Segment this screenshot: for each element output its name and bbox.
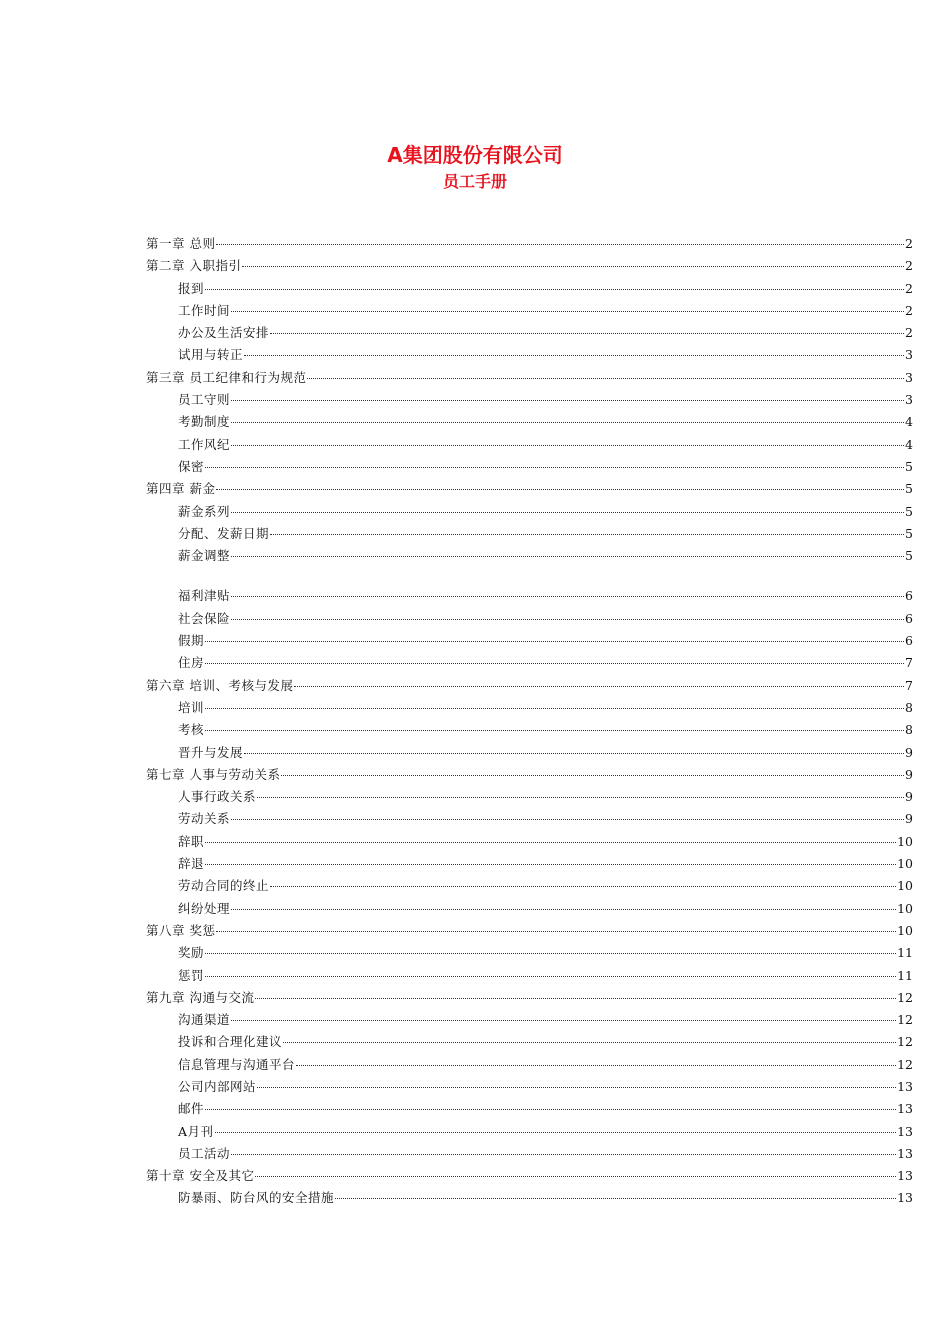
toc-page-number: 9 bbox=[905, 766, 913, 782]
toc-page-number: 12 bbox=[897, 989, 913, 1005]
toc-chapter-row[interactable] bbox=[146, 987, 913, 1009]
toc-page-number: 11 bbox=[897, 967, 913, 983]
toc-page-number: 8 bbox=[905, 699, 913, 715]
toc-chapter-row[interactable] bbox=[146, 764, 913, 786]
toc-page-number: 13 bbox=[897, 1145, 913, 1161]
toc-section-row[interactable] bbox=[146, 389, 913, 411]
toc-dot-leader bbox=[205, 466, 904, 468]
toc-dot-leader bbox=[242, 265, 904, 267]
toc-entry-title: 纠纷处理 bbox=[178, 900, 231, 916]
toc-page-number: 9 bbox=[905, 811, 913, 827]
toc-dot-leader bbox=[231, 421, 904, 423]
toc-dot-leader bbox=[205, 662, 904, 664]
toc-entry-title: 劳动合同的终止 bbox=[178, 878, 270, 894]
toc-page-number: 5 bbox=[905, 503, 913, 519]
toc-entry-title: 第十章 安全及其它 bbox=[146, 1168, 255, 1184]
toc-dot-leader bbox=[205, 1108, 896, 1110]
toc-dot-leader bbox=[231, 444, 904, 446]
toc-page-number: 10 bbox=[897, 922, 913, 938]
toc-entry-title: 考勤制度 bbox=[178, 414, 231, 430]
toc-dot-leader bbox=[205, 952, 896, 954]
toc-dot-leader bbox=[231, 595, 904, 597]
toc-dot-leader bbox=[205, 707, 904, 709]
toc-entry-title: 第一章 总则 bbox=[146, 236, 216, 251]
toc-page-number: 12 bbox=[897, 1034, 913, 1050]
toc-entry-title: 第七章 人事与劳动关系 bbox=[146, 766, 281, 782]
toc-dot-leader bbox=[231, 1019, 896, 1021]
toc-dot-leader bbox=[231, 555, 904, 557]
toc-page-number: 3 bbox=[905, 347, 913, 363]
toc-page-number: 10 bbox=[897, 856, 913, 872]
toc-section-row[interactable] bbox=[146, 585, 913, 607]
toc-section-row[interactable] bbox=[146, 808, 913, 830]
toc-dot-leader bbox=[270, 332, 904, 334]
toc-section-row[interactable] bbox=[146, 1031, 913, 1053]
toc-entry-title: 保密 bbox=[178, 458, 205, 474]
toc-section-row[interactable] bbox=[146, 942, 913, 964]
toc-entry-title: 第三章 员工纪律和行为规范 bbox=[146, 369, 307, 385]
toc-page-number: 13 bbox=[897, 1078, 913, 1094]
toc-entry-title: 沟通渠道 bbox=[178, 1012, 231, 1028]
toc-section-row[interactable] bbox=[146, 742, 913, 764]
document-header bbox=[0, 140, 950, 194]
toc-chapter-row[interactable] bbox=[146, 478, 913, 500]
toc-section-row[interactable] bbox=[146, 1098, 913, 1120]
toc-dot-leader bbox=[216, 488, 904, 490]
toc-section-row[interactable] bbox=[146, 1009, 913, 1031]
toc-section-row[interactable] bbox=[146, 322, 913, 344]
toc-dot-leader bbox=[205, 729, 904, 731]
toc-dot-leader bbox=[270, 533, 904, 535]
toc-dot-leader bbox=[231, 399, 904, 401]
toc-page-number: 5 bbox=[905, 548, 913, 564]
toc-entry-title: 第四章 薪金 bbox=[146, 481, 216, 497]
toc-dot-leader bbox=[255, 997, 896, 999]
toc-page-number: 9 bbox=[905, 789, 913, 805]
toc-section-row[interactable] bbox=[146, 344, 913, 366]
toc-section-row[interactable] bbox=[146, 630, 913, 652]
toc-page-number: 13 bbox=[897, 1123, 913, 1139]
toc-dot-leader bbox=[205, 975, 896, 977]
toc-section-row[interactable] bbox=[146, 1076, 913, 1098]
toc-section-row[interactable] bbox=[146, 523, 913, 545]
toc-page-number: 13 bbox=[897, 1101, 913, 1117]
toc-page-number: 11 bbox=[897, 945, 913, 961]
toc-section-row[interactable] bbox=[146, 831, 913, 853]
toc-section-row[interactable] bbox=[146, 411, 913, 433]
toc-entry-title: 辞退 bbox=[178, 856, 205, 872]
toc-page-number: 12 bbox=[897, 1056, 913, 1072]
toc-dot-leader bbox=[215, 1131, 897, 1133]
toc-dot-leader bbox=[255, 1175, 896, 1177]
toc-entry-title: 薪金系列 bbox=[178, 503, 231, 519]
toc-entry-title: 邮件 bbox=[178, 1101, 205, 1117]
toc-page-number: 2 bbox=[905, 325, 913, 341]
toc-chapter-row[interactable] bbox=[146, 367, 913, 389]
toc-entry-title: 奖励 bbox=[178, 945, 205, 961]
document-title: A集团股份有限公司 bbox=[387, 143, 563, 167]
toc-page-number: 2 bbox=[905, 236, 913, 251]
toc-page-number: 12 bbox=[897, 1012, 913, 1028]
toc-entry-title: 培训 bbox=[178, 699, 205, 715]
toc-section-row[interactable] bbox=[146, 697, 913, 719]
toc-entry-title: 公司内部网站 bbox=[178, 1078, 257, 1094]
toc-page-number: 13 bbox=[897, 1190, 913, 1206]
toc-entry-title: 办公及生活安排 bbox=[178, 325, 270, 341]
toc-page-number: 13 bbox=[897, 1168, 913, 1184]
toc-section-row[interactable] bbox=[146, 965, 913, 987]
toc-chapter-row[interactable] bbox=[146, 255, 913, 277]
toc-dot-leader bbox=[216, 930, 896, 932]
toc-page-number: 6 bbox=[905, 588, 913, 604]
toc-page-number: 10 bbox=[897, 833, 913, 849]
toc-entry-title: 人事行政关系 bbox=[178, 789, 257, 805]
toc-dot-leader bbox=[294, 685, 904, 687]
toc-entry-title: 假期 bbox=[178, 633, 205, 649]
toc-chapter-row[interactable] bbox=[146, 1165, 913, 1187]
toc-entry-title: 工作风纪 bbox=[178, 436, 231, 452]
toc-page-number: 3 bbox=[905, 369, 913, 385]
table-of-contents bbox=[146, 233, 913, 1210]
toc-entry-title: 第六章 培训、考核与发展 bbox=[146, 677, 294, 693]
toc-entry-title: 薪金调整 bbox=[178, 548, 231, 564]
toc-section-row[interactable] bbox=[146, 501, 913, 523]
toc-dot-leader bbox=[205, 841, 896, 843]
toc-dot-leader bbox=[244, 354, 904, 356]
toc-entry-title: 第九章 沟通与交流 bbox=[146, 989, 255, 1005]
toc-page-number: 4 bbox=[905, 414, 913, 430]
toc-dot-leader bbox=[205, 640, 904, 642]
toc-entry-title: 试用与转正 bbox=[178, 347, 244, 363]
toc-dot-leader bbox=[231, 618, 904, 620]
toc-dot-leader bbox=[216, 243, 904, 245]
toc-page-number: 7 bbox=[905, 677, 913, 693]
toc-entry-title: 惩罚 bbox=[178, 967, 205, 983]
toc-entry-title: 报到 bbox=[178, 280, 205, 296]
toc-section-row[interactable] bbox=[146, 898, 913, 920]
toc-page-number: 5 bbox=[905, 481, 913, 497]
toc-page-number: 10 bbox=[897, 900, 913, 916]
toc-page-number: 10 bbox=[897, 878, 913, 894]
toc-chapter-row[interactable] bbox=[146, 920, 913, 942]
toc-entry-title: 防暴雨、防台风的安全措施 bbox=[178, 1190, 335, 1206]
toc-section-row[interactable] bbox=[146, 1187, 913, 1209]
toc-dot-leader bbox=[281, 774, 904, 776]
toc-dot-leader bbox=[283, 1041, 896, 1043]
toc-entry-title: 社会保险 bbox=[178, 610, 231, 626]
toc-section-row[interactable] bbox=[146, 456, 913, 478]
toc-entry-title: 第八章 奖惩 bbox=[146, 922, 216, 938]
toc-page-number: 2 bbox=[905, 302, 913, 318]
toc-section-row[interactable] bbox=[146, 608, 913, 630]
toc-page-number: 8 bbox=[905, 722, 913, 738]
toc-section-row[interactable] bbox=[146, 652, 913, 674]
toc-page-number: 3 bbox=[905, 392, 913, 408]
toc-dot-leader bbox=[205, 863, 896, 865]
toc-page-number: 7 bbox=[905, 655, 913, 671]
toc-entry-title: 考核 bbox=[178, 722, 205, 738]
toc-section-row[interactable] bbox=[146, 719, 913, 741]
toc-page-number: 2 bbox=[905, 280, 913, 296]
toc-page-number: 6 bbox=[905, 633, 913, 649]
toc-dot-leader bbox=[231, 1153, 896, 1155]
toc-page-number: 2 bbox=[905, 258, 913, 274]
toc-section-row[interactable] bbox=[146, 545, 913, 567]
toc-chapter-row[interactable] bbox=[146, 675, 913, 697]
toc-dot-leader bbox=[231, 818, 904, 820]
toc-dot-leader bbox=[270, 885, 896, 887]
toc-chapter-row[interactable] bbox=[146, 233, 913, 255]
toc-page-number: 4 bbox=[905, 436, 913, 452]
toc-entry-title: 工作时间 bbox=[178, 302, 231, 318]
toc-section-row[interactable] bbox=[146, 1121, 913, 1143]
toc-dot-leader bbox=[257, 1086, 896, 1088]
toc-dot-leader bbox=[231, 310, 904, 312]
toc-section-row[interactable] bbox=[146, 278, 913, 300]
toc-section-row[interactable] bbox=[146, 1143, 913, 1165]
toc-entry-title: 员工活动 bbox=[178, 1145, 231, 1161]
document-subtitle: 员工手册 bbox=[442, 172, 507, 191]
toc-page-number: 5 bbox=[905, 458, 913, 474]
toc-entry-title: 劳动关系 bbox=[178, 811, 231, 827]
toc-page-number: 5 bbox=[905, 525, 913, 541]
toc-dot-leader bbox=[296, 1064, 896, 1066]
toc-entry-title: 辞职 bbox=[178, 833, 205, 849]
toc-entry-title: 员工守则 bbox=[178, 392, 231, 408]
toc-page-number: 6 bbox=[905, 610, 913, 626]
toc-section-row[interactable] bbox=[146, 1054, 913, 1076]
toc-dot-leader bbox=[231, 511, 904, 513]
toc-section-row[interactable] bbox=[146, 786, 913, 808]
toc-section-row[interactable] bbox=[146, 853, 913, 875]
toc-entry-title: A月刊 bbox=[178, 1123, 214, 1139]
toc-entry-title: 住房 bbox=[178, 655, 205, 671]
toc-page-number: 9 bbox=[905, 744, 913, 760]
toc-entry-title: 信息管理与沟通平台 bbox=[178, 1056, 296, 1072]
toc-entry-title: 晋升与发展 bbox=[178, 744, 244, 760]
toc-dot-leader bbox=[231, 908, 896, 910]
toc-entry-title: 第二章 入职指引 bbox=[146, 258, 242, 274]
toc-entry-title: 投诉和合理化建议 bbox=[178, 1034, 283, 1050]
toc-entry-title: 分配、发薪日期 bbox=[178, 525, 270, 541]
toc-dot-leader bbox=[335, 1197, 896, 1199]
toc-dot-leader bbox=[257, 796, 904, 798]
toc-dot-leader bbox=[244, 752, 904, 754]
toc-section-row[interactable] bbox=[146, 434, 913, 456]
toc-section-row[interactable] bbox=[146, 875, 913, 897]
toc-dot-leader bbox=[307, 377, 904, 379]
toc-entry-title: 福利津贴 bbox=[178, 588, 231, 604]
toc-section-row[interactable] bbox=[146, 300, 913, 322]
toc-dot-leader bbox=[205, 288, 904, 290]
